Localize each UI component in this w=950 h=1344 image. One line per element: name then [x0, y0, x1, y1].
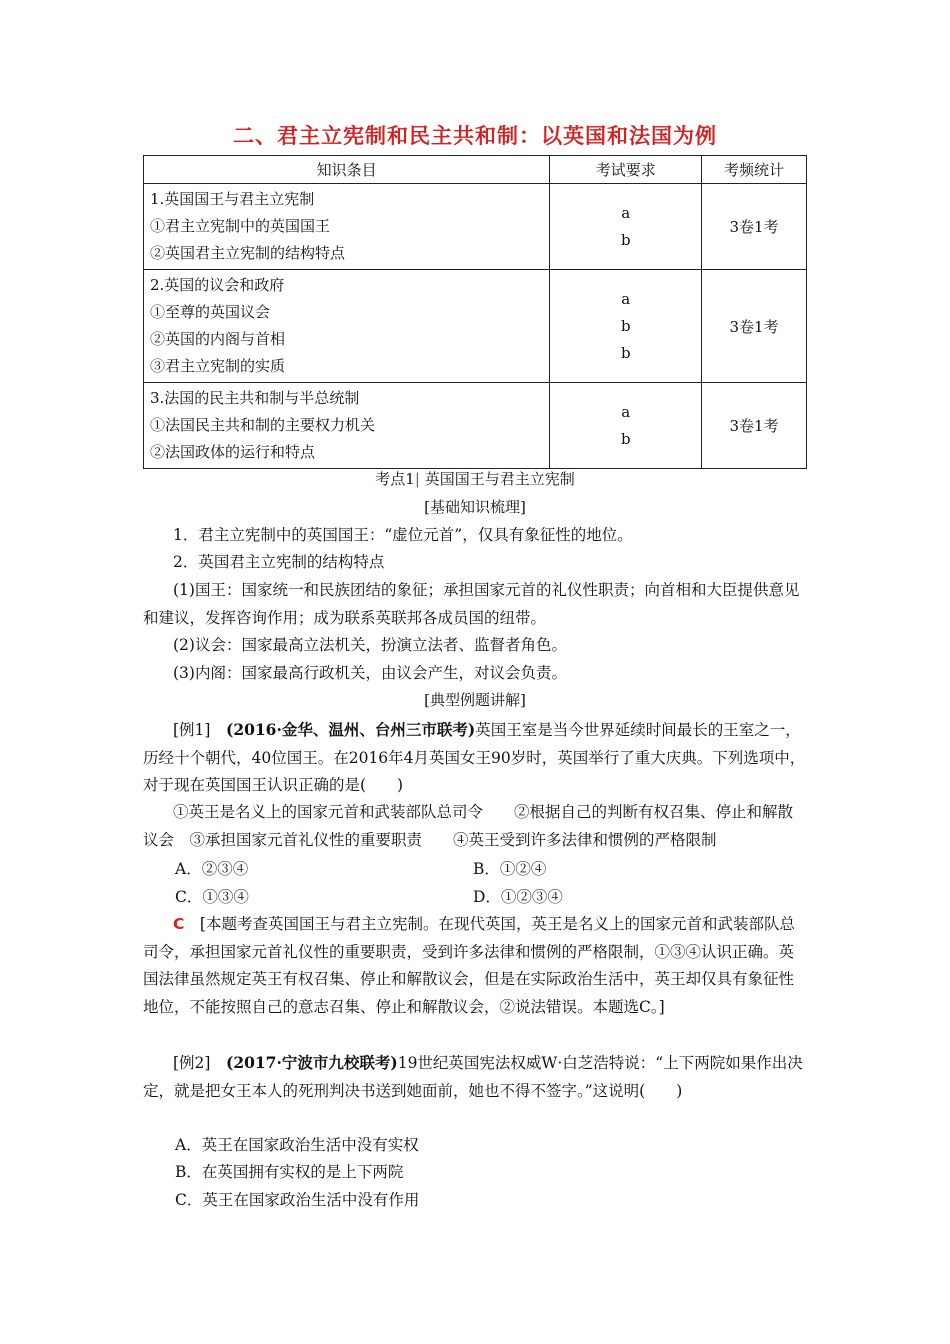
option-a: A．英王在国家政治生活中没有实权: [175, 1136, 419, 1154]
paragraph: (2)议会：国家最高立法机关，扮演立法者、监督者角色。: [173, 636, 567, 654]
option-c: C．①③④: [175, 888, 249, 906]
kaodian-label: 考点1: [375, 470, 415, 488]
knowledge-table: [143, 155, 807, 469]
items-cell: [144, 184, 550, 270]
requirement-cell: [550, 184, 702, 270]
paragraph: (3)内阁：国家最高行政机关，由议会产生，对议会负责。: [173, 664, 567, 682]
page-title: 二、君主立宪制和民主共和制：以英国和法国为例: [233, 124, 717, 148]
item-text: ②英国的内阁与首相: [150, 330, 286, 348]
item-text: 3.法国的民主共和制与半总统制: [150, 389, 360, 407]
option-a: A．②③④: [175, 860, 249, 878]
table-row: [144, 383, 807, 469]
table-header-row: [144, 156, 807, 184]
item-text: 2.英国的议会和政府: [150, 276, 285, 294]
explanation-text: [本题考查英国国王与君主立宪制。在现代英国，英王是名义上的国家元首和武装部队总司令，承担国家元首礼仪性的重要职责，受到许多法律和惯例的严格限制，①③④认识正确。英国法律虽然规定英王有权召集、停止和解散议会，但是在实际政治生活中，英王却仅具有象征性地位，不能按照自己的意志召集、停止和解散议会，②说法错误。本题选C。]: [143, 915, 795, 1016]
item-text: 1.英国国王与君主立宪制: [150, 190, 315, 208]
requirement-text: a: [621, 289, 631, 308]
item-text: ②英国君主立宪制的结构特点: [150, 244, 346, 262]
requirement-text: b: [620, 316, 631, 335]
requirement-text: b: [620, 230, 631, 249]
item-text: ③君主立宪制的实质: [150, 357, 286, 375]
item-text: ②法国政体的运行和特点: [150, 443, 316, 461]
requirement-text: b: [620, 429, 631, 448]
kaodian-heading: 考点1| 英国国王与君主立宪制: [375, 470, 575, 488]
item-text: ①至尊的英国议会: [150, 303, 271, 321]
example-label: [例1]: [173, 721, 211, 739]
requirement-text: a: [621, 203, 631, 222]
items-cell: [144, 270, 550, 383]
option-b: B．在英国拥有实权的是上下两院: [175, 1163, 404, 1181]
items-cell: [144, 383, 550, 469]
example-label: [例2]: [173, 1054, 211, 1072]
table-header-cell: 知识条目: [144, 156, 550, 184]
option-d: D．①②③④: [473, 888, 563, 906]
paragraph: (1)国王：国家统一和民族团结的象征；承担国家元首的礼仪性职责；向首相和大臣提供意见和建议，发挥咨询作用；成为联系英联邦各成员国的纽带。: [143, 581, 800, 627]
paragraph: 1．君主立宪制中的英国国王：“虚位元首”，仅具有象征性的地位。: [173, 526, 633, 544]
frequency-cell: 3卷1考: [702, 184, 807, 270]
basics-heading: [基础知识梳理]: [424, 498, 526, 516]
example1-explanation: [143, 911, 807, 1021]
table-header-cell: 考试要求: [550, 156, 702, 184]
option-c: C．英王在国家政治生活中没有作用: [175, 1191, 420, 1209]
example1-statements: ①英王是名义上的国家元首和武装部队总司令 ②根据自己的判断有权召集、停止和解散议会 ③承担国家元首礼仪性的重要职责 ④英王受到许多法律和惯例的严格限制: [143, 803, 794, 849]
examples-heading: [典型例题讲解]: [424, 691, 526, 709]
example1-stem: [143, 716, 807, 800]
table-row: [144, 184, 807, 270]
example-question: 英国王室是当今世界延续时间最长的王室之一，历经十个朝代，40位国王。在2016年4月英国女王90岁时，英国举行了重大庆典。下列选项中，对于现在英国国王认识正确的是( ): [143, 721, 806, 794]
table-row: [144, 270, 807, 383]
frequency-cell: 3卷1考: [702, 383, 807, 469]
requirement-text: b: [620, 343, 631, 362]
example-question: 19世纪英国宪法权威W·白芝浩特说：“上下两院如果作出决定，就是把女王本人的死刑判决书送到她面前，她也不得不签字。”这说明( ): [143, 1054, 803, 1100]
answer-letter: C: [173, 915, 185, 933]
option-b: B．①②④: [473, 860, 547, 878]
item-text: ①君主立宪制中的英国国王: [150, 217, 331, 235]
table-header-cell: 考频统计: [702, 156, 807, 184]
kaodian-title: 英国国王与君主立宪制: [424, 470, 575, 488]
frequency-cell: 3卷1考: [702, 270, 807, 383]
paragraph: 2．英国君主立宪制的结构特点: [173, 553, 385, 571]
example2-stem: [143, 1049, 807, 1105]
example-source: (2016·金华、温州、台州三市联考): [225, 720, 476, 739]
item-text: ①法国民主共和制的主要权力机关: [150, 416, 376, 434]
requirement-cell: [550, 270, 702, 383]
requirement-cell: [550, 383, 702, 469]
example-source: (2017·宁波市九校联考): [225, 1053, 398, 1072]
requirement-text: a: [621, 402, 631, 421]
